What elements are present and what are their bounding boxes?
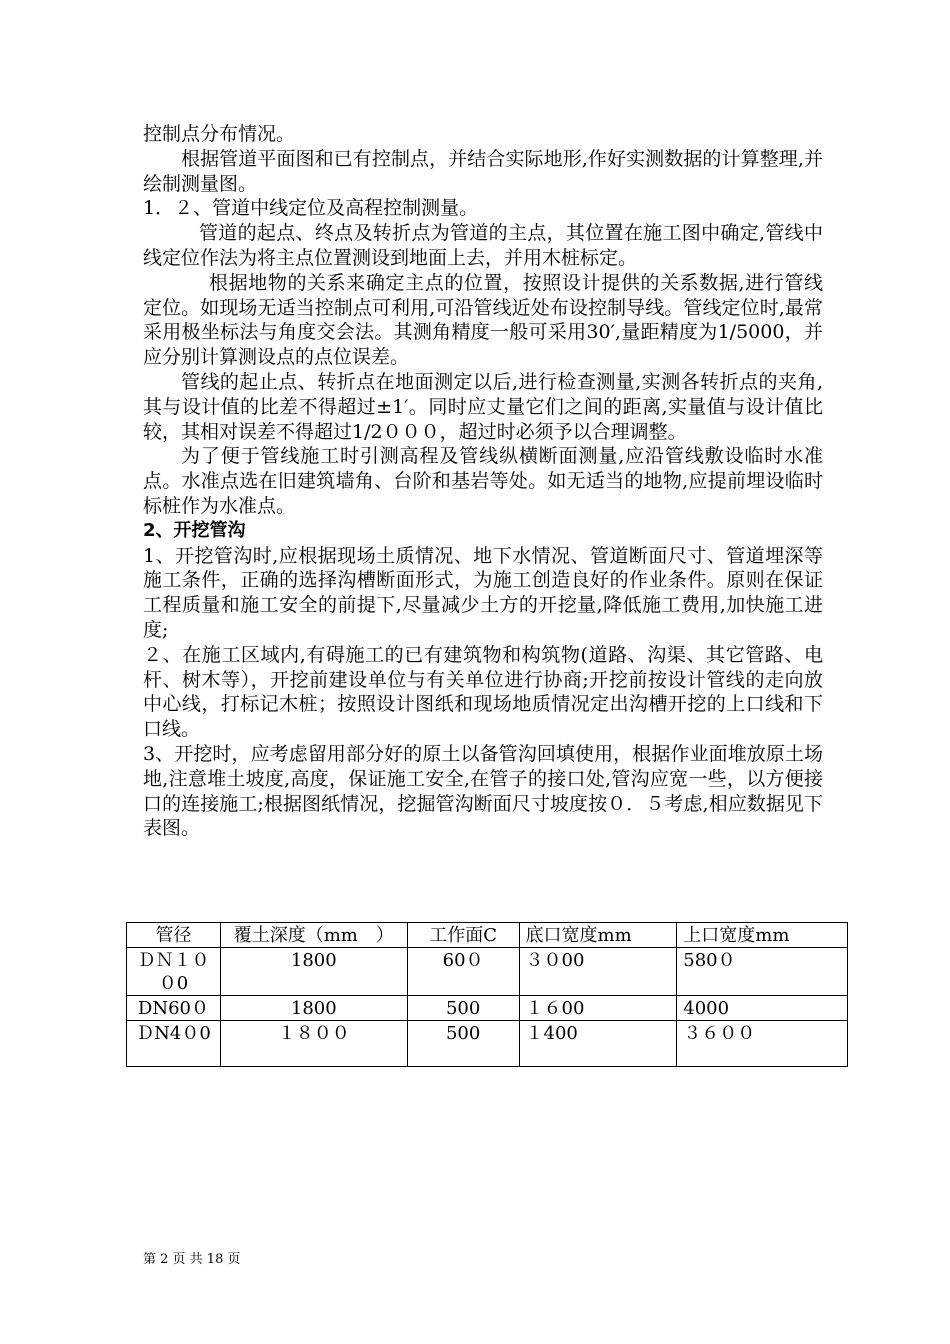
table-cell: １400 [519,1021,677,1067]
table-cell: 1800 [220,948,407,996]
paragraph: ２、在施工区域内,有碍施工的已有建筑物和构筑物(道路、沟渠、其它管路、电杆、树木等），开挖前建设单位与有关单位进行协商;开挖前按设计管线的走向放中心线，打标记木桩；按照设计图纸和现场地质情况定出沟槽开挖的上口线和下口线。 [143,643,823,741]
table-cell: 1800 [220,996,407,1021]
table-cell: １８００ [220,1021,407,1067]
table-header-row [127,923,848,948]
table-cell: 4000 [677,996,848,1021]
table-cell: ３０00 [519,948,677,996]
paragraph: 根据地物的关系来确定主点的位置，按照设计提供的关系数据,进行管线定位。如现场无适当控制点可利用,可沿管线近处布设控制导线。管线定位时,最常采用极坐标法与角度交会法。其测角精度一般可采用30′,量距精度为1/5000，并应分别计算测设点的点位误差。 [143,271,823,369]
table-cell: 580０ [677,948,848,996]
paragraph: 管线的起止点、转折点在地面测定以后,进行检查测量,实测各转折点的夹角,其与设计值的比差不得超过±1′。同时应丈量它们之间的距离,实量值与设计值比较，其相对误差不得超过1/2０００，超过时必须予以合理调整。 [143,370,823,443]
page-footer: 第 2 页 共 18 页 [143,1252,241,1267]
table-row [127,948,848,996]
table-header-cell: 覆土深度（mm ） [220,923,407,948]
paragraph: 为了便于管线施工时引测高程及管线纵横断面测量,应沿管线敷设临时水准点。水准点选在旧建筑墙角、台阶和基岩等处。如无适当的地物,应提前埋设临时标桩作为水准点。 [143,445,823,517]
table-header-cell: 上口宽度mm [677,923,848,948]
paragraph: 控制点分布情况。 [143,123,296,145]
table-cell: DN60０ [127,996,221,1021]
paragraph: 根据管道平面图和已有控制点，并结合实际地形,作好实测数据的计算整理,并绘制测量图。 [143,147,823,195]
table-cell: ＤＮ１００0 [127,948,221,996]
paragraph: 1、开挖管沟时,应根据现场土质情况、地下水情况、管道断面尺寸、管道埋深等施工条件，正确的选择沟槽断面形式，为施工创造良好的作业条件。原则在保证工程质量和施工安全的前提下,尽量减少土方的开挖量,降低施工费用,加快施工进度; [143,544,823,641]
table-cell: ３６００ [677,1021,848,1067]
table-row [127,996,848,1021]
table-cell: 500 [407,996,519,1021]
section-heading-2: 2、开挖管沟 [143,519,246,541]
table-header-cell: 底口宽度mm [519,923,677,948]
table-header-cell: 管径 [127,923,221,948]
table-cell: 60０ [407,948,519,996]
trench-dimension-table [126,922,848,1067]
table-cell: ＤN4０0 [127,1021,221,1067]
document-body [143,122,823,841]
section-heading-1-2: 1．２、管道中线定位及高程控制测量。 [143,197,479,220]
paragraph: 管道的起点、终点及转折点为管道的主点，其位置在施工图中确定,管线中线定位作法为将主点位置测设到地面上去，并用木桩标定。 [143,222,823,269]
table-row [127,1021,848,1067]
paragraph: 3、开挖时，应考虑留用部分好的原土以备管沟回填使用，根据作业面堆放原土场地,注意堆土坡度,高度，保证施工安全,在管子的接口处,管沟应宽一些，以方便接口的连接施工;根据图纸情况，挖掘管沟断面尺寸坡度按０．５考虑,相应数据见下表图。 [143,742,823,840]
table-cell: １６00 [519,996,677,1021]
table-header-cell: 工作面C [407,923,519,948]
table-cell: 500 [407,1021,519,1067]
